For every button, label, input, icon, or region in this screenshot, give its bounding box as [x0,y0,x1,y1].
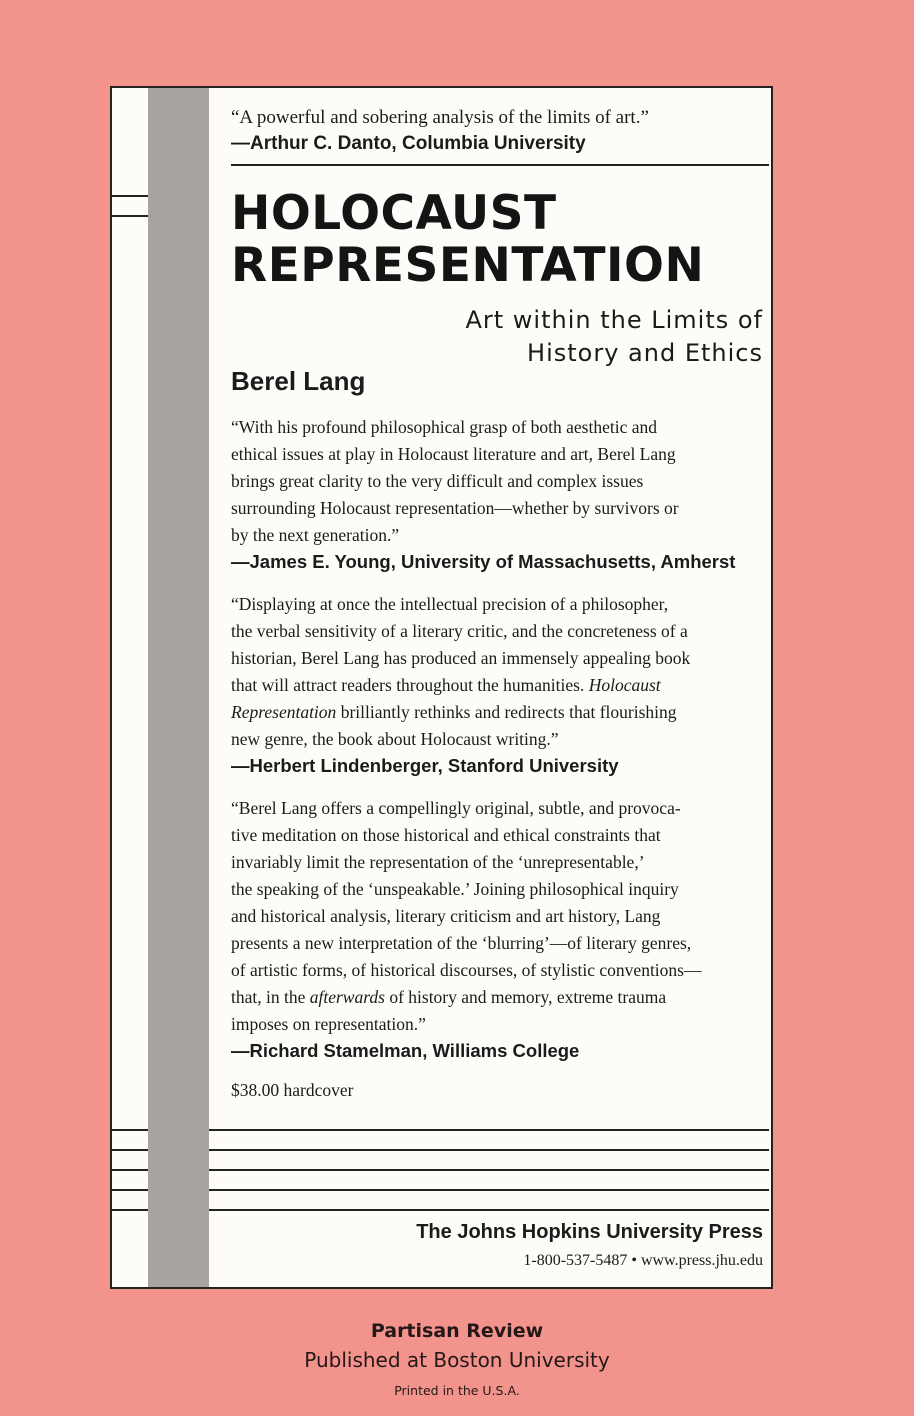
author-name: Berel Lang [231,366,366,396]
review-text: that will attract readers throughout the humanities. [231,675,585,695]
italic-title: Representation [231,702,337,722]
review-line: “Displaying at once the intellectual precision of a philosopher, [231,594,669,614]
review-attribution: —Herbert Lindenberger, Stanford University [231,755,619,776]
rule-left-2 [112,215,148,217]
subtitle-line-2: History and Ethics [527,339,763,367]
title-line-1: HOLOCAUST [231,186,557,241]
rule-bottom-3 [112,1169,148,1171]
review-line: by the next generation.” [231,525,400,545]
printed-in: Printed in the U.S.A. [394,1383,520,1398]
gray-stripe [148,88,209,1287]
rule-bottom-5 [112,1209,148,1211]
journal-name: Partisan Review [370,1320,544,1342]
review-line: invariably limit the representation of the ‘unrepresentable,’ [231,852,645,872]
advertisement-panel [110,86,773,1289]
journal-publisher: Published at Boston University [304,1348,610,1372]
rule-bottom-1b [209,1129,769,1131]
rule-bottom-5b [209,1209,769,1211]
review-line [231,699,763,726]
subtitle-line-1: Art within the Limits of [465,306,763,334]
review-attribution: —James E. Young, University of Massachusetts, Amherst [231,551,736,572]
review-line: imposes on representation.” [231,1014,426,1034]
review-line: “With his profound philosophical grasp of both aesthetic and [231,417,658,437]
price: $38.00 hardcover [231,1080,354,1100]
book-title [231,188,704,292]
title-line-2: REPRESENTATION [231,238,705,293]
review-line: historian, Berel Lang has produced an immensely appealing book [231,648,691,668]
italic-word: afterwards [309,987,385,1007]
review-stamelman [231,795,763,1064]
review-text: that, in the [231,987,306,1007]
rule-top [231,164,769,166]
review-text: of history and memory, extreme trauma [389,987,667,1007]
italic-title: Holocaust [588,675,661,695]
review-line: of artistic forms, of historical discourses, of stylistic conventions— [231,960,702,980]
rule-bottom-4 [112,1189,148,1191]
publisher-name: The Johns Hopkins University Press [416,1221,763,1243]
publisher-contact: 1-800-537-5487 • www.press.jhu.edu [523,1252,763,1269]
review-text: brilliantly rethinks and redirects that flourishing [340,702,677,722]
rule-bottom-2b [209,1149,769,1151]
top-quote-text: “A powerful and sobering analysis of the limits of art.” [231,107,649,128]
review-line: “Berel Lang offers a compellingly original, subtle, and provoca- [231,798,681,818]
rule-bottom-4b [209,1189,769,1191]
review-line: and historical analysis, literary criticism and art history, Lang [231,906,661,926]
review-line [231,984,763,1011]
book-subtitle [465,304,763,370]
rule-bottom-1 [112,1129,148,1131]
rule-bottom-2 [112,1149,148,1151]
review-line: the speaking of the ‘unspeakable.’ Joining philosophical inquiry [231,879,679,899]
review-line: new genre, the book about Holocaust writing.” [231,729,559,749]
rule-left-1 [112,195,148,197]
review-line: the verbal sensitivity of a literary critic, and the concreteness of a [231,621,688,641]
top-quote-attribution: —Arthur C. Danto, Columbia University [231,133,586,154]
review-line [231,672,763,699]
review-line: ethical issues at play in Holocaust literature and art, Berel Lang [231,444,676,464]
review-young [231,414,763,575]
review-attribution: —Richard Stamelman, Williams College [231,1040,580,1061]
review-line: presents a new interpretation of the ‘blurring’—of literary genres, [231,933,692,953]
top-quote [231,105,649,157]
review-line: surrounding Holocaust representation—whether by survivors or [231,498,679,518]
review-line: tive meditation on those historical and ethical constraints that [231,825,661,845]
review-line: brings great clarity to the very difficult and complex issues [231,471,644,491]
rule-bottom-3b [209,1169,769,1171]
review-lindenberger [231,591,763,779]
